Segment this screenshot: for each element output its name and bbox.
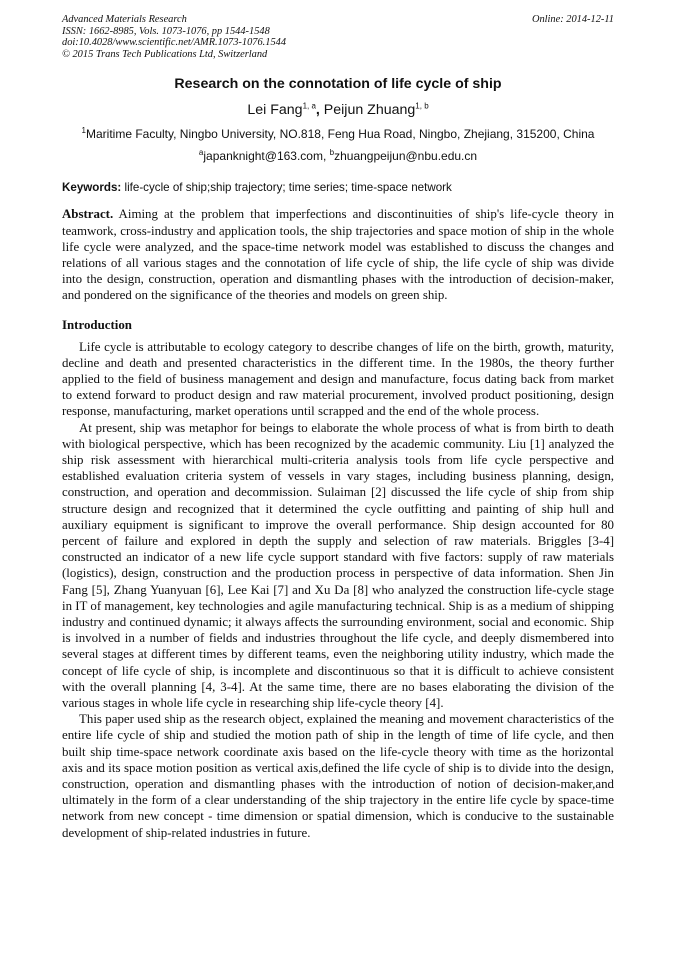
- body-paragraph: Life cycle is attributable to ecology category to describe changes of life on the birth, growth, maturity, decline and death and presented characteristics in the different time. In the 1980s, the theory further applied to the field of business management and design and manufacture, focus dating back from market to extend forward to product design and raw material procurement, involved product positioning, design response, manufacturing, market operations until scrapped and the end of the whole process.: [62, 339, 614, 419]
- keywords-text: life-cycle of ship;ship trajectory; time series; time-space network: [121, 181, 452, 195]
- issn-line: ISSN: 1662-8985, Vols. 1073-1076, pp 1544-1548: [62, 25, 270, 37]
- email-mark: b: [329, 148, 335, 158]
- paper-title: Research on the connotation of life cycle of ship: [174, 76, 502, 93]
- author-name: Peijun Zhuang: [323, 102, 416, 119]
- running-header: [62, 14, 614, 60]
- author-line: [62, 102, 614, 118]
- affil-mark: 1: [81, 126, 86, 136]
- author-affil-mark: 1, a: [302, 101, 316, 111]
- abstract-label: Abstract.: [62, 207, 114, 222]
- paper-page: [62, 14, 614, 841]
- online-date: Online: 2014-12-11: [531, 14, 614, 25]
- email-address: zhuangpeijun@nbu.edu.cn: [334, 149, 478, 164]
- author-affil-mark: 1, b: [415, 101, 429, 111]
- copyright-line: © 2015 Trans Tech Publications Ltd, Switzerland: [62, 48, 268, 60]
- journal-name: Advanced Materials Research: [62, 14, 187, 25]
- author-name: Lei Fang: [247, 102, 303, 119]
- email-line: [62, 149, 614, 163]
- section-heading: Introduction: [62, 317, 132, 332]
- email-address: japanknight@163.com,: [203, 149, 330, 164]
- author-separator: ,: [315, 102, 324, 119]
- abstract-text: Aiming at the problem that imperfections and discontinuities of ship's life-cycle theory in teamwork, cross-industry and application tools, the ship trajectories and space motion of ship in the whole life cycle were analyzed, and the space-time network model was established to discuss the changes and relations of all various stages and the connotation of life cycle of ship, the life cycle of ship was divide into the design, construction, operation and dismantling phases with the introduction of decision-maker, and pondered on the significance of the theories and models on green ship.: [62, 207, 614, 303]
- affil-text: Maritime Faculty, Ningbo University, NO.818, Feng Hua Road, Ningbo, Zhejiang, 315200, China: [85, 127, 595, 142]
- keywords: [62, 181, 614, 194]
- keywords-label: Keywords:: [62, 181, 122, 195]
- affiliation: [62, 127, 614, 141]
- abstract: [62, 206, 614, 303]
- email-mark: a: [198, 148, 204, 158]
- body-paragraph: This paper used ship as the research object, explained the meaning and movement characteristics of the entire life cycle of ship and studied the motion path of ship in the length of time of life cycle, and then built ship time-space network coordinate axis based on the life-cycle theory with time as the horizontal axis and its space motion position as vertical axis,defined the life cycle of ship is to divide into the design, construction, operation and dismantling phases with the introduction of notion of decision-maker,and ultimately in the form of a clear understanding of the ship trajectory in the entire life cycle by space-time network from new concept - time dimension or spatial dimension, which is conducive to the sustainable development of ship-related industries in future.: [62, 712, 614, 840]
- body-paragraph: At present, ship was metaphor for beings to elaborate the whole process of what is from birth to death with biological perspective, which has been recognized by the academic community. Liu [1] analyzed the ship risk assessment with hierarchical multi-criteria analysis tools from life cycle perspective and established evaluation criteria system of vessels in vary stages, including business planning, design, construction, and operation and decommission. Sulaiman [2] discussed the life cycle of ship from ship structure design and recognized that it determined the cycle outfitting and painting of ship hull and auxiliary equipment is significant to improve the overall performance. Ship design accounted for 80 percent of failure and explored in depth the supply and selection of raw materials. Briggles [3-4] constructed an indicator of a new life cycle support standard with five factors: supply of raw materials (logistics), design, construction and the production process in perspective of data information. Shen Jin Fang [5], Zhang Yuanyuan [6], Lee Kai [7] and Xu Da [8] who analyzed the construction life-cycle stage in IT of management, key technologies and agile manufacturing technical. Ship is as a medium of shipping industry and continued dynamic; it always affects the surrounding environment, social and economic. Ship is involved in a number of fields and industries throughout the life cycle, and deeply dismembered into several stages at different times by different teams, even the neighboring utility industry, which made the concept of life cycle of ship, is incomplete and discontinuous so that it is difficult to achieve consistent with the overall planning [4, 3-4]. At the same time, there are no bases elaborating the division of the various stages in whole life cycle in researching ship life-cycle theory [4].: [62, 420, 614, 711]
- doi-line: doi:10.4028/www.scientific.net/AMR.1073-1076.1544: [62, 37, 287, 49]
